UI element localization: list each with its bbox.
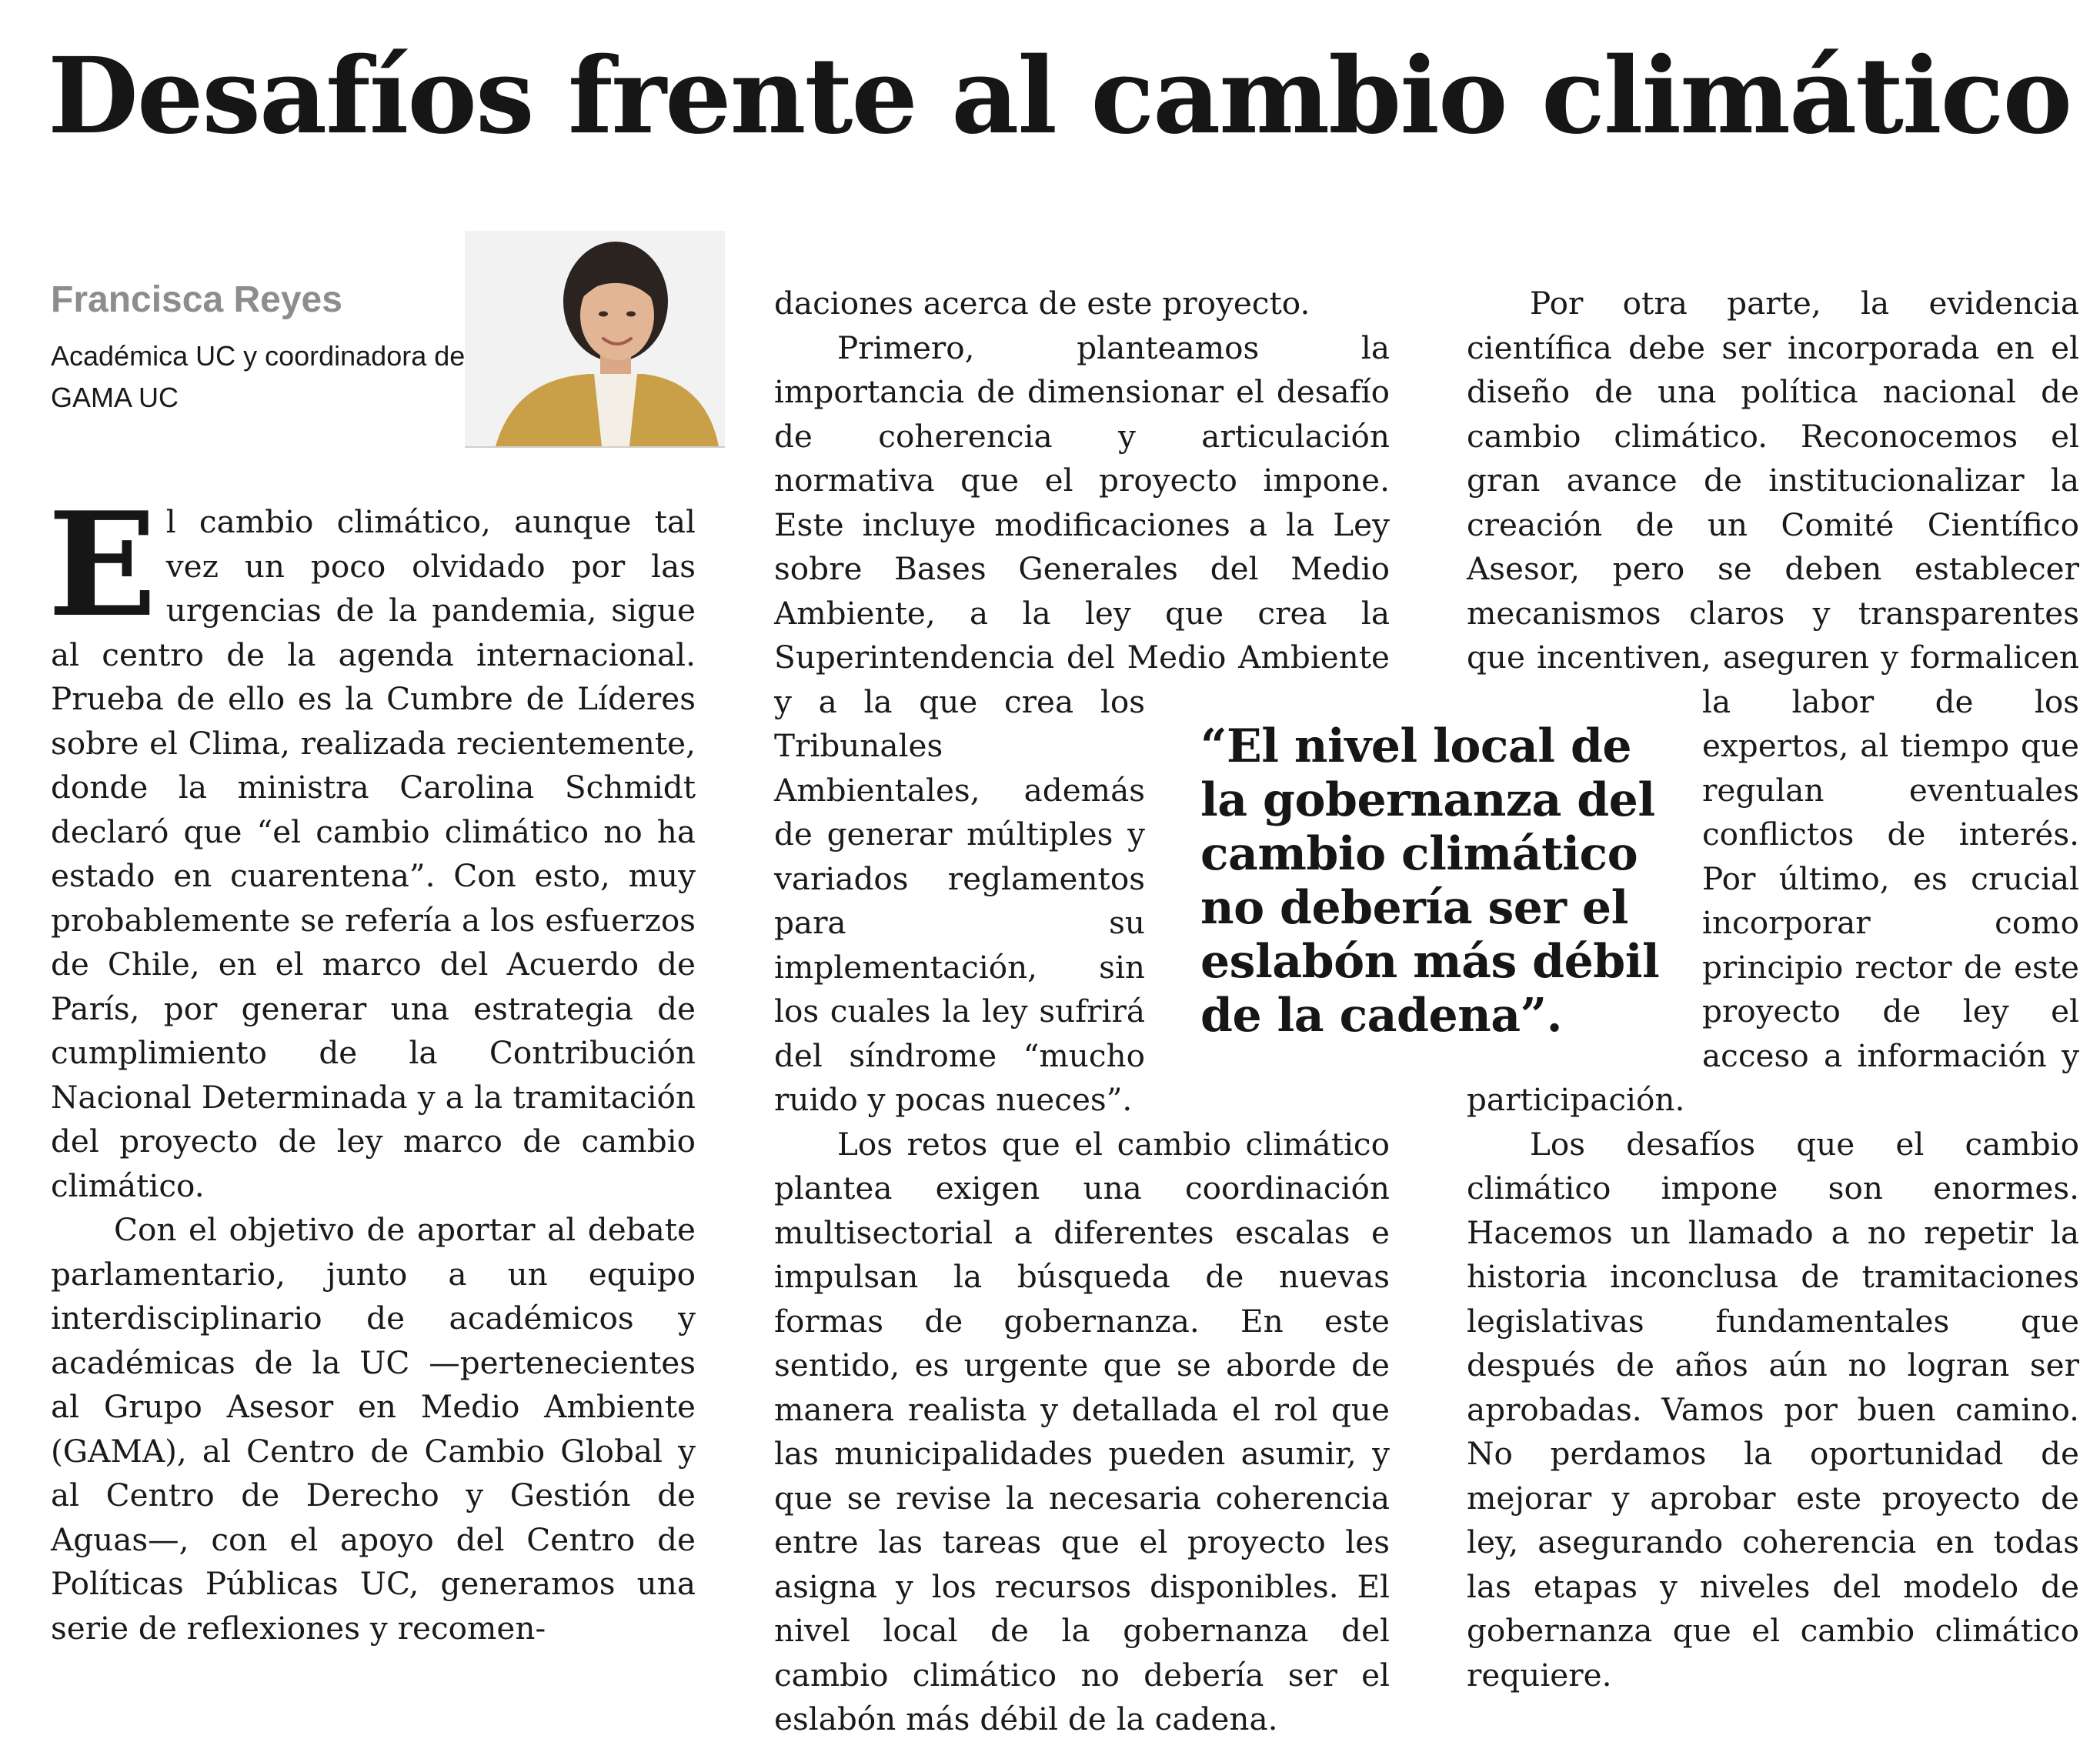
article-column-1: [48, 480, 696, 1650]
paragraph-6: Los desafíos que el cambio climático impone son enormes. Hacemos un llamado a no repetir la historia inconclusa de tramitaciones legislativas fundamentales que después de años aún no logran ser aprobadas. Vamos por buen camino. No perdamos la oportunidad de mejorar y aprobar este proyecto de ley, asegurando coherencia en todas las etapas y niveles del modelo de gobernanza que el cambio climático requiere.: [1467, 1125, 2079, 1694]
author-portrait: [465, 231, 725, 448]
headline: Desafíos frente al cambio climático: [48, 35, 2072, 158]
paragraph-5: Por otra parte, la evidencia científica debe ser incorporada en el diseño de una política nacional de cambio climático. Reconocemos el gran avance de institucionalizar la creación de un Comité Científico Asesor, pero se deben establecer mecanismos claros y transparentes que incentiven, aseguren y formalicen la labor de los expertos, al tiempo que regulan eventuales conflictos de interés. Por último, es crucial incorporar como principio rector de este proyecto de ley el acceso a información y participación.: [1467, 285, 2079, 1118]
pull-quote: “El nivel local de la gobernanza del cambio climático no debería ser el eslabón más débil de la cadena”.: [1200, 719, 1660, 1043]
paragraph-4: Los retos que el cambio climático plantea exigen una coordinación multisectorial a diferentes escalas e impulsan la búsqueda de nuevas formas de gobernanza. En este sentido, es urgente que se aborde de manera realista y detallada el rol que las municipalidades pueden asumir, y que se revise la necesaria coherencia entre las tareas que el proyecto les asigna y los recursos disponibles. El nivel local de la gobernanza del cambio climático no debería ser el eslabón más débil de la cadena.: [774, 1125, 1390, 1737]
drop-cap: E: [48, 480, 157, 649]
author-name: Francisca Reyes: [51, 279, 342, 320]
paragraph-2: Con el objetivo de aportar al debate parlamentario, junto a un equipo interdisciplinario de académicos y académicas de la UC —pertenecientes al Grupo Asesor en Medio Ambiente (GAMA), al Centro de Cambio Global y al Centro de Derecho y Gestión de Aguas—, con el apoyo del Centro de Políticas Públicas UC, generamos una serie de reflexiones y recomen-: [51, 1211, 696, 1647]
paragraph-3: Primero, planteamos la importancia de dimensionar el desafío de coherencia y articulación normativa que el proyecto impone. Este incluye modificaciones a la Ley sobre Bases Generales del Medio Ambiente, a la ley que crea la Superintendencia del Medio Ambiente y a la que crea los Tribunales Ambientales, además de generar múltiples y variados reglamentos para su implementación, sin los cuales la ley sufrirá del síndrome “mucho ruido y pocas nueces”.: [774, 329, 1390, 1118]
paragraph-2-continued: daciones acerca de este proyecto.: [774, 285, 1310, 322]
paragraph-1: [48, 480, 696, 1208]
paragraph-1-text: l cambio climático, aunque tal vez un poco olvidado por las urgencias de la pandemia, sigue al centro de la agenda internacional. Prueba de ello es la Cumbre de Líderes sobre el Clima, realizada recientemente, donde la ministra Carolina Schmidt declaró que “el cambio climático no ha estado en cuarentena”. Con esto, muy probablemente se refería a los esfuerzos de Chile, en el marco del Acuerdo de París, por generar una estrategia de cumplimiento de la Contribución Nacional Determinada y a la tramitación del proyecto de ley marco de cambio climático.: [51, 503, 696, 1204]
author-role: Académica UC y coordinadora de GAMA UC: [51, 340, 466, 413]
